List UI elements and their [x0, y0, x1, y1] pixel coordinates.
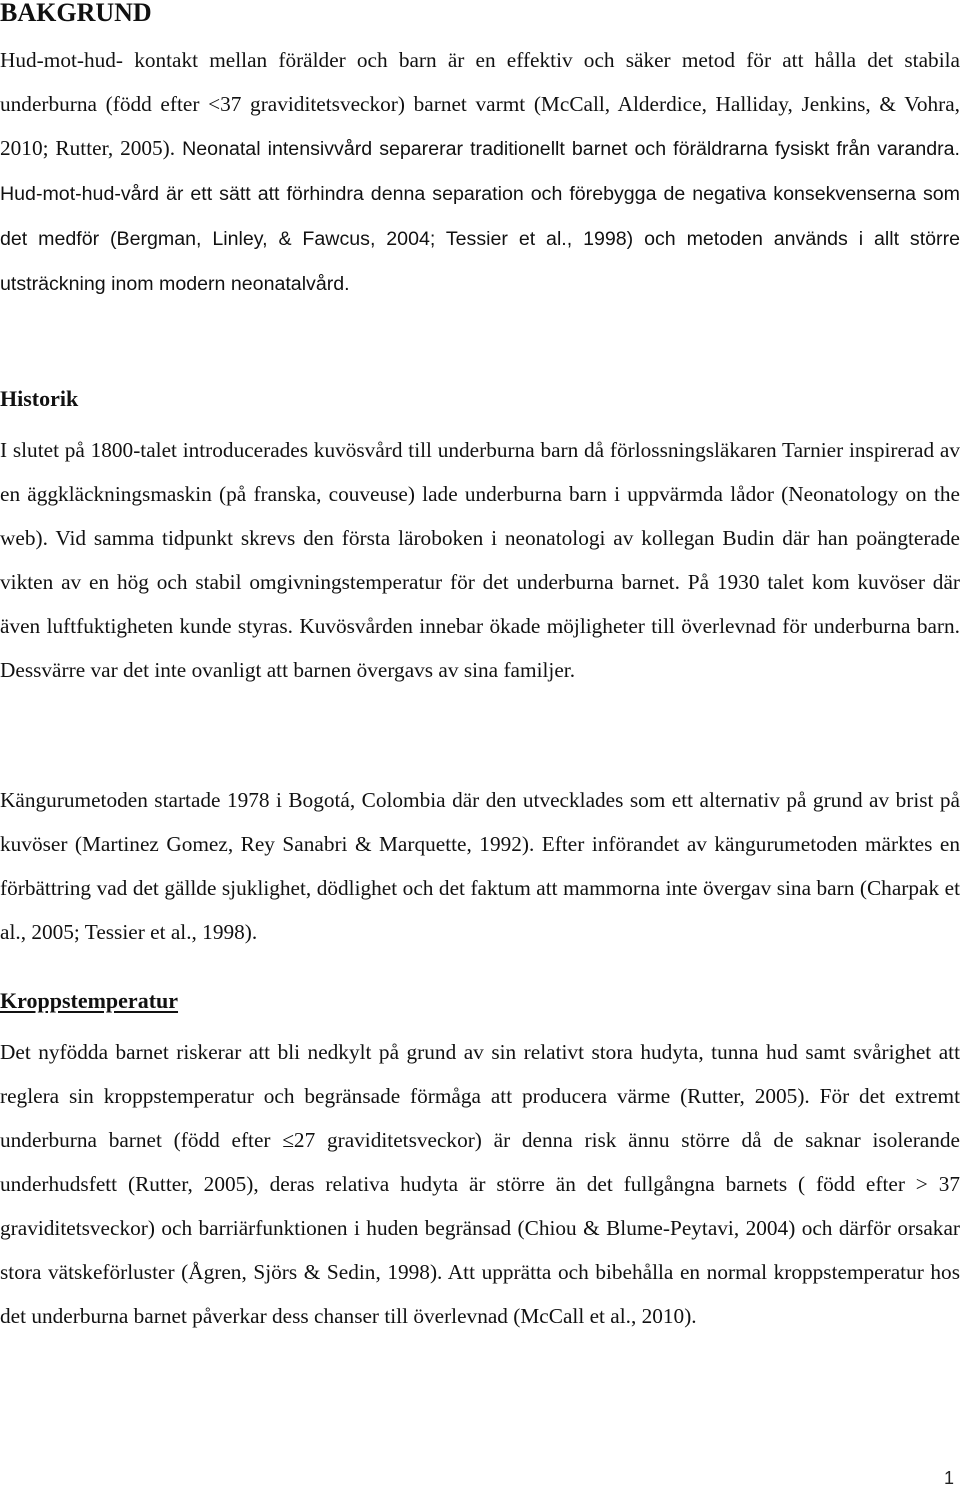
- intro-paragraph: [0, 38, 960, 306]
- historik-paragraph-1: I slutet på 1800-talet introducerades kuvösvård till underburna barn då förlossningsläkaren Tarnier inspirerad av en äggkläckningsmaskin (på franska, couveuse) lade underburna barn i uppvärmda lådor (Neonatology on the web). Vid samma tidpunkt skrevs den första läroboken i neonatologi av kollegan Budin där han poängterade vikten av en hög och stabil omgivningstemperatur för det underburna barnet. På 1930 talet kom kuvöser där även luftfuktigheten kunde styras. Kuvösvården innebar ökade möjligheter till överlevnad för underburna barn. Dessvärre var det inte ovanligt att barnen övergavs av sina familjer.: [0, 438, 960, 682]
- intro-text-sans: Neonatal intensivvård separerar traditionellt barnet och föräldrarna fysiskt från varandra. Hud-mot-hud-vård är ett sätt att förhindra denna separation och förebygga de negativa konsekvenserna som det medför (Bergman, Linley, & Fawcus, 2004; Tessier et al., 1998) och metoden används i allt större utsträckning inom modern neonatalvård.: [0, 138, 960, 295]
- kroppstemperatur-heading: Kroppstemperatur: [0, 988, 179, 1013]
- section-title: BAKGRUND: [0, 0, 152, 27]
- page-number: 1: [943, 1468, 954, 1488]
- intro-text-serif: Hud-mot-hud- kontakt mellan förälder och barn är en effektiv och säker metod för att hålla det stabila underburna (född efter <37 graviditetsveckor) barnet varmt (McCall, Alderdice, Halliday, Jenkins, & Vohra, 2010; Rutter, 2005).: [0, 48, 960, 160]
- historik-heading: Historik: [0, 386, 79, 411]
- kroppstemperatur-paragraph: Det nyfödda barnet riskerar att bli nedkylt på grund av sin relativt stora hudyta, tunna hud samt svårighet att reglera sin kroppstemperatur och begränsade förmåga att producera värme (Rutter, 2005). För det extremt underburna barnet (född efter ≤27 graviditetsveckor) är denna risk ännu större då de saknar isolerande underhudsfett (Rutter, 2005), deras relativa hudyta är större än det fullgångna barnets ( född efter > 37 graviditetsveckor) och barriärfunktionen i huden begränsad (Chiou & Blume-Peytavi, 2004) och därför orsakar stora vätskeförluster (Ågren, Sjörs & Sedin, 1998). Att upprätta och bibehålla en normal kroppstemperatur hos det underburna barnet påverkar dess chanser till överlevnad (McCall et al., 2010).: [0, 1040, 960, 1328]
- historik-paragraph-2: Kängurumetoden startade 1978 i Bogotá, Colombia där den utvecklades som ett alternativ på grund av brist på kuvöser (Martinez Gomez, Rey Sanabri & Marquette, 1992). Efter införandet av kängurumetoden märktes en förbättring vad det gällde sjuklighet, dödlighet och det faktum att mammorna inte övergav sina barn (Charpak et al., 2005; Tessier et al., 1998).: [0, 788, 960, 944]
